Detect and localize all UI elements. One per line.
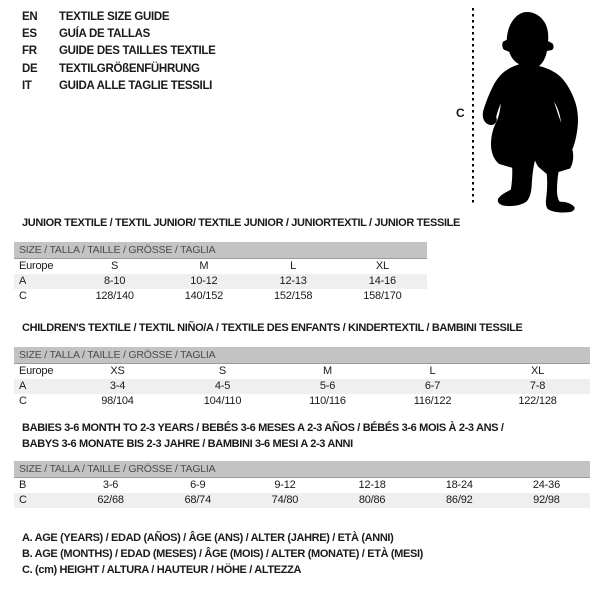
table-cell: L [429,365,436,377]
table-row [14,364,590,379]
table-cell: L [290,260,297,272]
toddler-silhouette-figure [435,2,600,214]
table-cell: 14-16 [368,274,396,287]
table-row [14,493,590,508]
table-cell: M [323,365,332,377]
table-cell: 140/152 [184,289,224,302]
table-cell: 152/158 [273,289,313,302]
row-label: A [19,379,27,392]
language-code: FR [22,45,37,58]
section-title-babies [22,421,504,452]
table-row [14,478,590,493]
table-cell: XL [375,260,389,272]
toddler-silhouette [483,12,578,213]
language-code: DE [22,62,38,75]
table-cell: S [111,260,119,272]
table-cell: 3-6 [102,479,119,491]
table-cell: 10-12 [190,274,218,287]
table-cell: 8-10 [104,274,126,287]
table-row [14,259,427,274]
height-measure-label: C [456,106,465,120]
section-title-children: CHILDREN'S TEXTILE / TEXTIL NIÑO/A / TEXTILE DES ENFANTS / KINDERTEXTIL / BAMBINI TESSILE [22,322,523,334]
language-list [22,9,216,95]
legend [22,530,423,579]
table-cell: S [218,365,227,377]
legend-line-c: C. (cm) HEIGHT / ALTURA / HAUTEUR / HÖHE / ALTEZZA [22,564,302,577]
table-cell: XS [110,365,125,377]
children-table-body [14,364,590,408]
language-row-en [22,9,216,26]
table-cell: 5-6 [319,379,336,392]
row-label: Europe [19,365,54,377]
table-cell: 74/80 [271,493,299,506]
language-code: EN [22,11,38,23]
table-cell: 12-13 [279,274,307,287]
language-title: GUIDA ALLE TAGLIE TESSILI [59,79,213,92]
row-label: C [19,493,27,506]
table-cell: 7-8 [529,379,546,392]
babies-size-table [14,461,590,508]
legend-line-b: B. AGE (MONTHS) / EDAD (MESES) / ÂGE (MOIS) / ALTER (MONATE) / ETÀ (MESI) [22,548,423,561]
language-row-es [22,26,216,43]
table-row [14,379,590,394]
size-header-bar: SIZE / TALLA / TAILLE / GRÖSSE / TAGLIA [14,347,590,364]
language-row-it [22,78,216,95]
table-cell: 6-7 [424,379,441,392]
table-cell: 9-12 [274,479,296,491]
table-cell: 122/128 [518,394,557,407]
language-row-de [22,61,216,78]
language-code: ES [22,28,37,41]
table-row [14,394,590,409]
table-cell: 4-5 [214,379,231,392]
row-label: Europe [19,260,54,272]
children-size-table [14,347,590,408]
table-cell: 128/140 [95,289,134,302]
babies-table-body [14,478,590,508]
junior-size-table [14,242,427,303]
table-row [14,289,427,304]
row-label: C [19,394,27,407]
size-header-bar: SIZE / TALLA / TAILLE / GRÖSSE / TAGLIA [14,461,590,478]
section-title-babies-line2: BABYS 3-6 MONATE BIS 2-3 JAHRE / BAMBINI 3-6 MESI A 2-3 ANNI [22,437,353,450]
row-label: B [19,479,27,491]
row-label: A [19,274,27,287]
section-title-babies-line1: BABIES 3-6 MONTH TO 2-3 YEARS / BEBÉS 3-6 MESES A 2-3 AÑOS / BÉBÉS 3-6 MOIS À 2-3 ANS / [22,422,504,434]
junior-table-body [14,259,427,303]
language-title: GUIDE DES TAILLES TEXTILE [59,45,216,58]
table-cell: 12-18 [358,479,386,491]
table-cell: 6-9 [190,479,206,491]
language-code: IT [22,79,32,92]
table-cell: 116/122 [413,394,452,407]
table-cell: 110/116 [309,394,346,407]
table-cell: 18-24 [445,479,473,491]
section-title-junior: JUNIOR TEXTILE / TEXTIL JUNIOR/ TEXTILE JUNIOR / JUNIORTEXTIL / JUNIOR TESSILE [22,217,461,229]
table-cell: 86/92 [446,493,473,506]
legend-line-a: A. AGE (YEARS) / EDAD (AÑOS) / ÂGE (ANS) / ALTER (JAHRE) / ETÀ (ANNI) [22,532,394,544]
language-row-fr [22,43,216,60]
language-title: TEXTILGRÖßENFÜHRUNG [59,62,200,75]
row-label: C [19,289,27,302]
size-header-bar: SIZE / TALLA / TAILLE / GRÖSSE / TAGLIA [14,242,427,259]
table-cell: XL [530,365,545,377]
table-cell: 98/104 [101,394,134,407]
table-cell: 92/98 [533,493,560,506]
table-cell: M [199,260,209,272]
table-cell: 62/68 [97,493,124,506]
language-title: TEXTILE SIZE GUIDE [59,11,170,23]
language-title: GUÍA DE TALLAS [59,28,150,41]
table-cell: 104/110 [203,394,242,407]
table-cell: 24-36 [532,479,561,491]
table-row [14,274,427,289]
table-cell: 3-4 [109,379,126,392]
table-cell: 158/170 [363,289,402,302]
table-cell: 80/86 [358,493,386,506]
table-cell: 68/74 [184,493,212,506]
